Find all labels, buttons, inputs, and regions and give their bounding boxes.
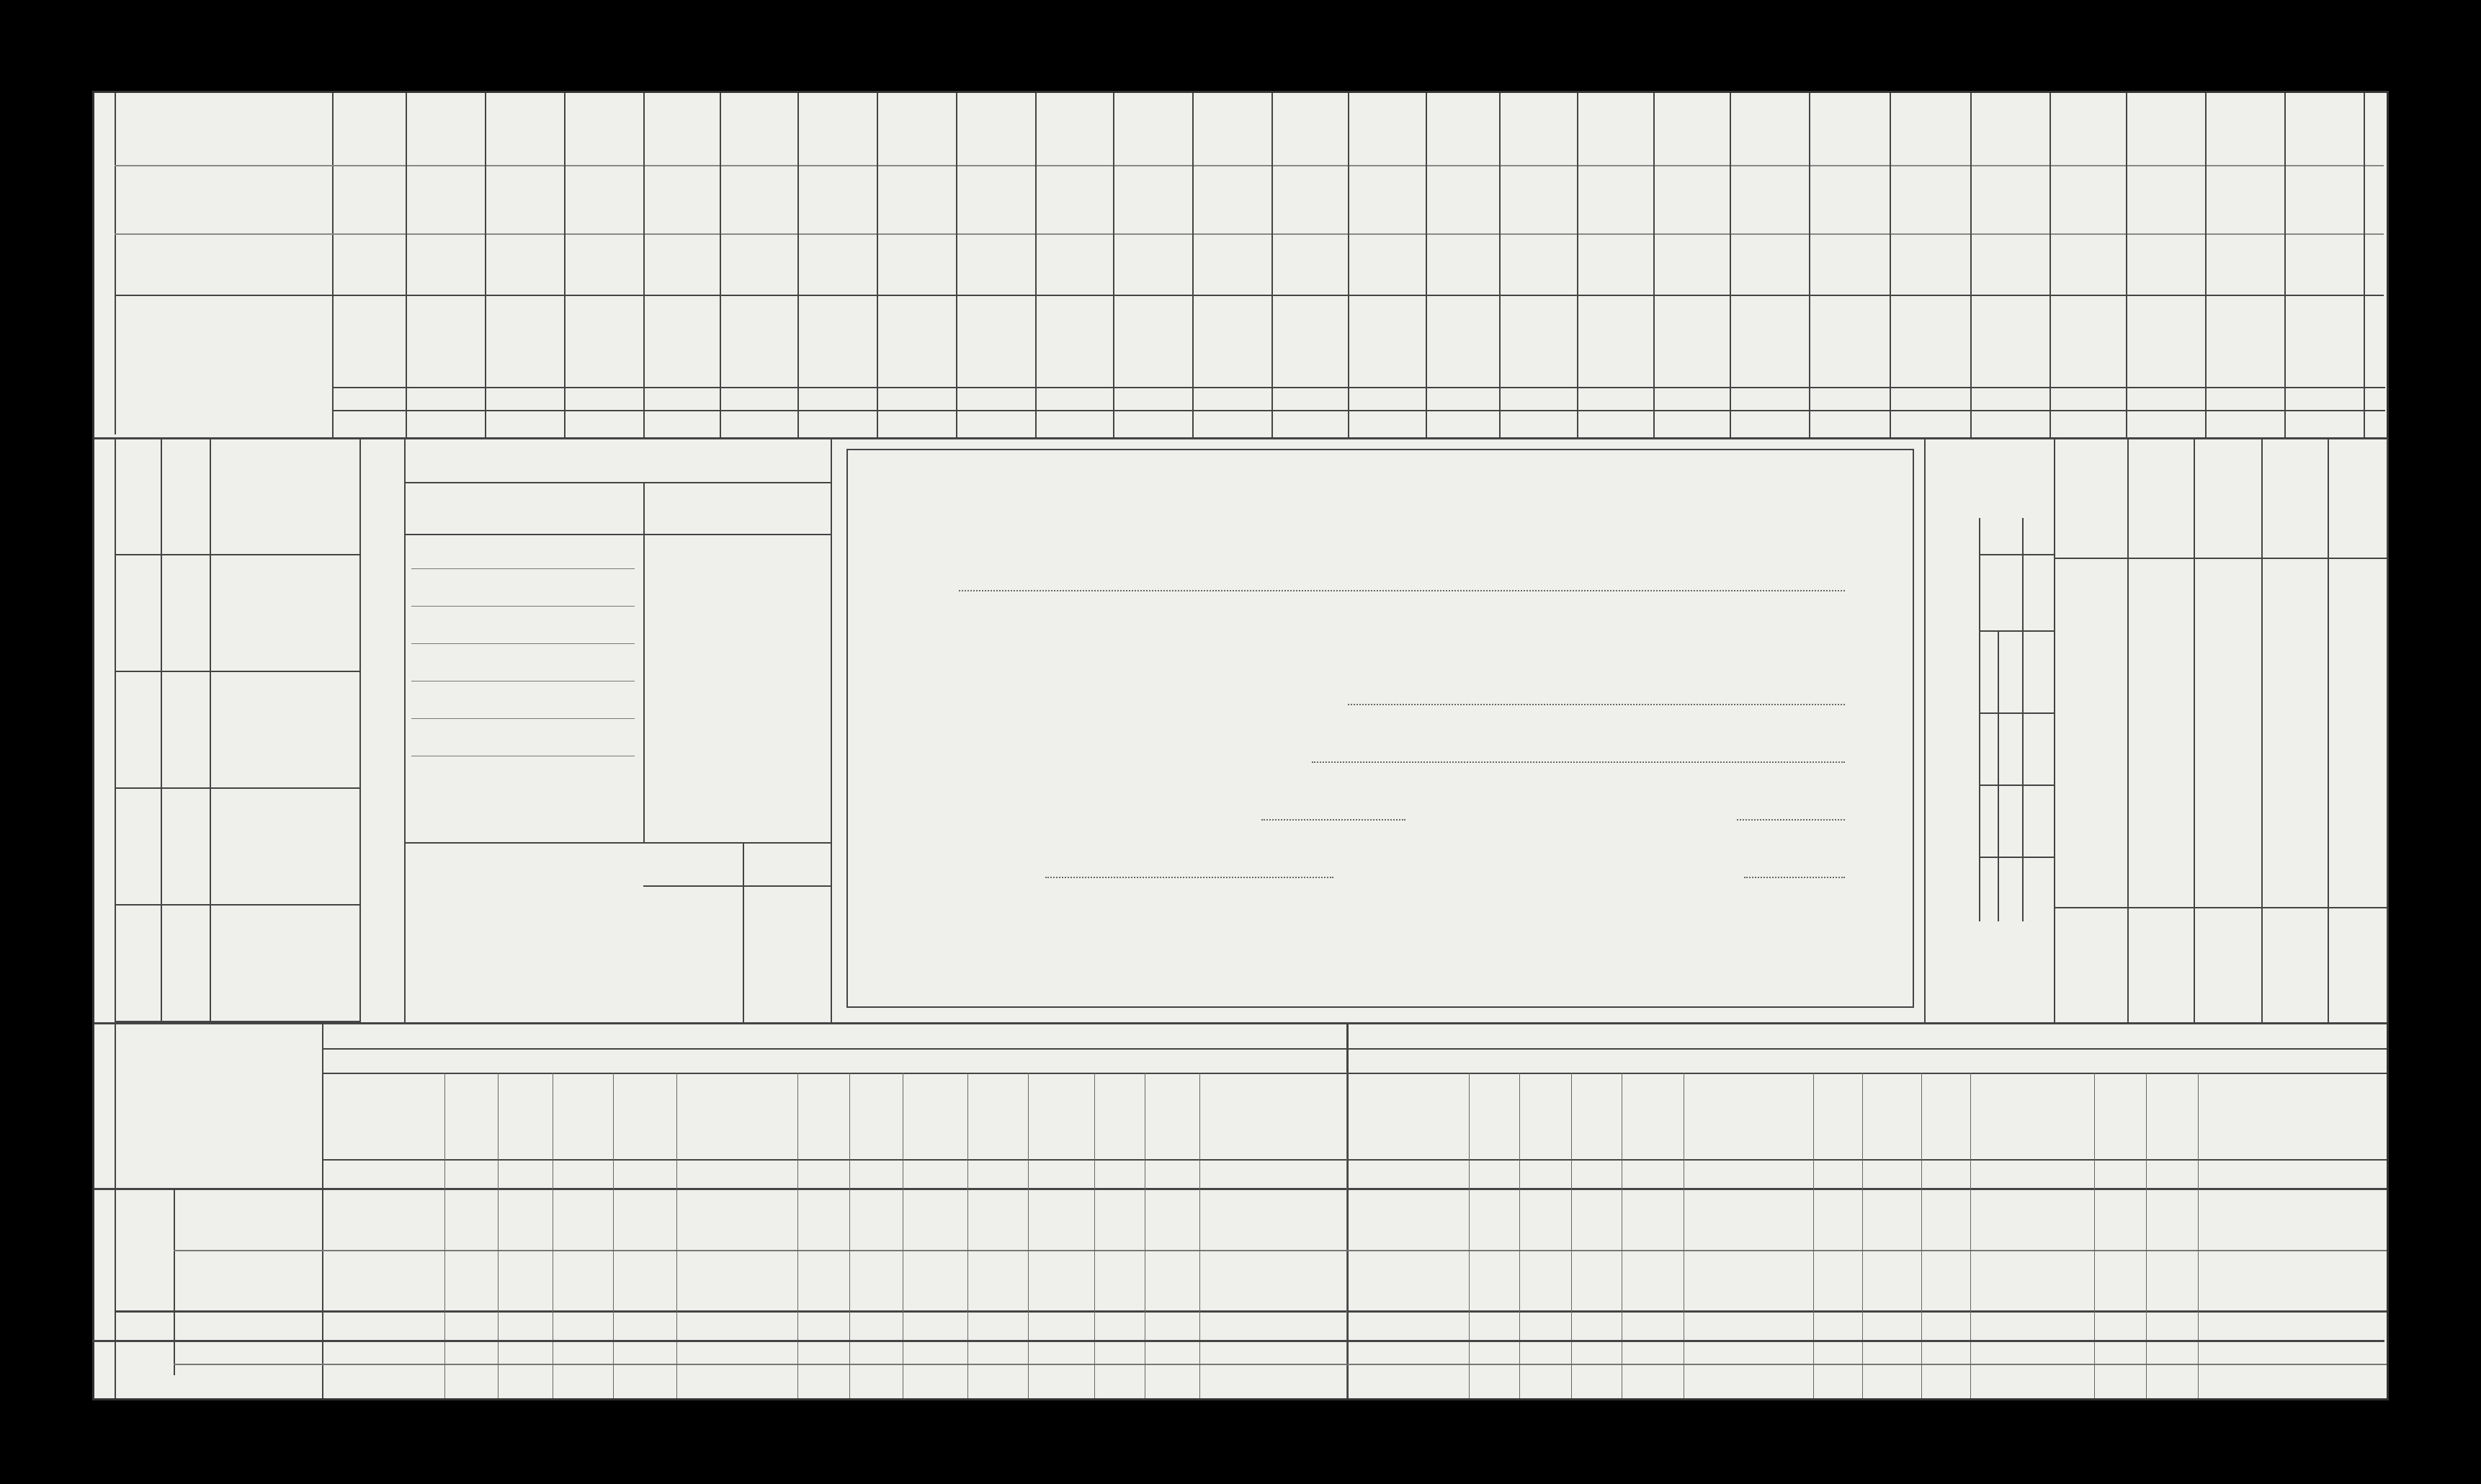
workers-row-divider (115, 554, 359, 555)
workers-row-divider (115, 787, 359, 789)
total-row (92, 1340, 2384, 1396)
crop-col-divider (406, 93, 407, 437)
crop-col-divider (2126, 93, 2127, 437)
pop-row-divider (1979, 785, 2054, 786)
crop-col-divider (564, 93, 566, 437)
crop-col-divider (720, 93, 721, 437)
crop-col-divider (1970, 93, 1972, 437)
crop-col-divider (1113, 93, 1114, 437)
pop-row-divider (1979, 712, 2054, 714)
staff-divider (2054, 558, 2387, 559)
crop-col-divider (1192, 93, 1194, 437)
pop-row-divider (1979, 630, 2054, 632)
staff-col-divider (2328, 437, 2329, 1022)
workers-row-divider (115, 904, 359, 906)
workers-col-divider (210, 437, 211, 1022)
workers-col-divider (161, 437, 162, 1022)
crop-col-divider (1271, 93, 1273, 437)
crop-col-divider (1348, 93, 1349, 437)
crop-col-divider (2364, 93, 2365, 437)
pop-col-divider (2022, 518, 2024, 921)
private-holdings-box (846, 449, 1914, 1008)
staff-divider (2054, 907, 2387, 908)
crop-col-divider (1653, 93, 1655, 437)
workers-row-divider (115, 671, 359, 672)
pop-col-divider (1998, 630, 1999, 712)
staff-col-divider (2261, 437, 2263, 1022)
census-card (92, 91, 2389, 1400)
staff-col-divider (2387, 437, 2388, 1022)
crop-col-divider (1890, 93, 1891, 437)
crop-col-divider (1730, 93, 1731, 437)
crop-col-divider (1809, 93, 1810, 437)
pop-row-divider (1979, 554, 2054, 555)
crop-col-divider (956, 93, 957, 437)
crop-col-divider (1035, 93, 1037, 437)
staff-col-divider (2194, 437, 2195, 1022)
crop-col-divider (797, 93, 799, 437)
workers-row-divider (115, 1021, 359, 1022)
pop-row-divider (1979, 857, 2054, 858)
crop-col-divider (1499, 93, 1501, 437)
staff-col-divider (2127, 437, 2129, 1022)
crop-col-divider (2284, 93, 2286, 437)
crop-col-divider (2049, 93, 2051, 437)
crop-col-divider (1577, 93, 1578, 437)
crop-col-divider (2205, 93, 2207, 437)
crop-col-divider (877, 93, 878, 437)
crop-col-divider (485, 93, 486, 437)
crop-col-divider (643, 93, 645, 437)
pop-col-divider (1998, 712, 1999, 921)
crop-col-divider (1426, 93, 1427, 437)
